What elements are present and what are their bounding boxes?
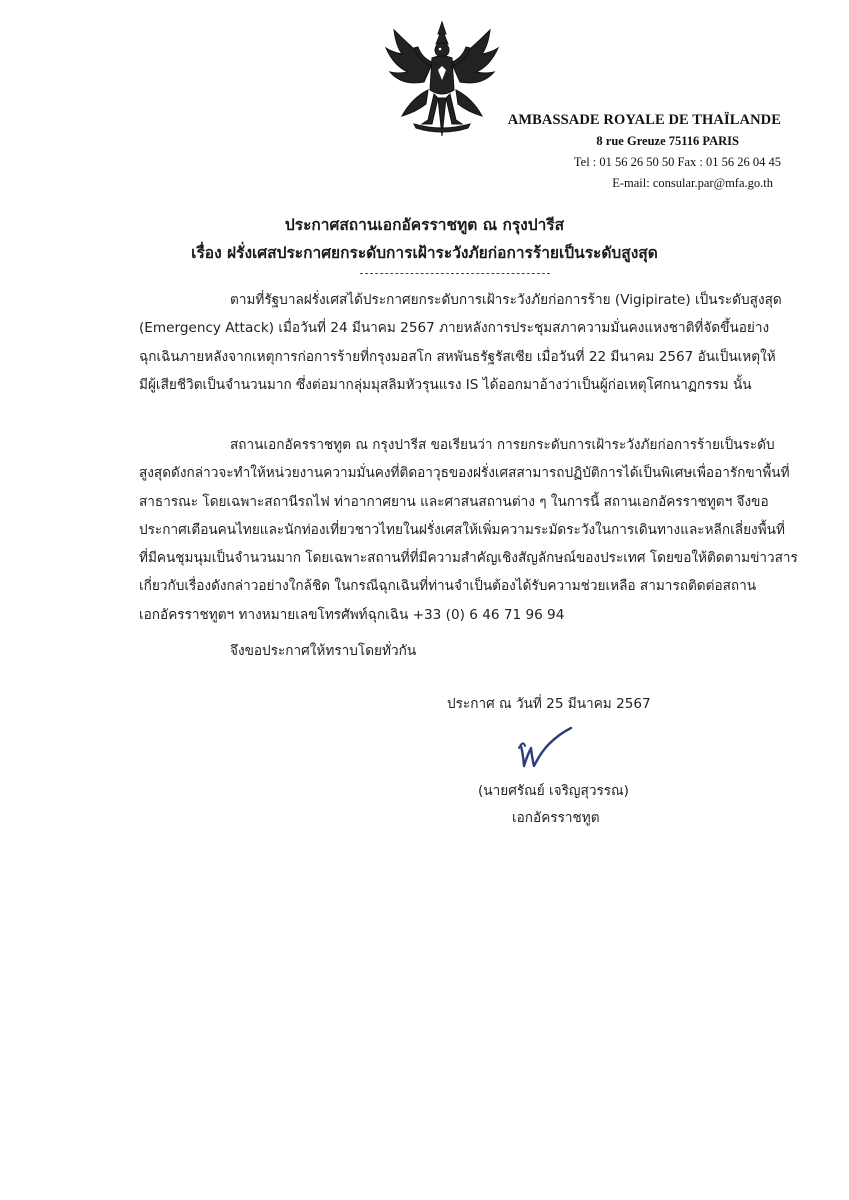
paragraph-line: สูงสุดดังกล่าวจะทำให้หน่วยงานความมั่นคงที่ติดอาวุธของฝรั่งเศสสามารถปฏิบัติการได้เป็นพิเศษเพื่ออารักขาพื้นที่ [139,465,790,482]
embassy-email: E-mail: consular.par@mfa.go.th [612,176,773,190]
announcement-title: ประกาศสถานเอกอัครราชทูต ณ กรุงปารีส [284,216,565,234]
paragraph-1 [139,286,782,399]
paragraph-line: เอกอัครราชทูตฯ ทางหมายเลขโทรศัพท์ฉุกเฉิน +33 (0) 6 46 71 96 94 [139,606,565,623]
signatory-title: เอกอัครราชทูต [512,810,600,826]
paragraph-line: ที่มีคนชุมนุมเป็นจำนวนมาก โดยเฉพาะสถานที่ที่มีความสำคัญเชิงสัญลักษณ์ของประเทศ โดยขอให้ติดตามข่าวสาร [139,550,798,567]
paragraph-line: สาธารณะ โดยเฉพาะสถานีรถไฟ ท่าอากาศยาน และศาสนสถานต่าง ๆ ในการนี้ สถานเอกอัครราชทูตฯ จึงขอ [139,493,769,510]
signatory-name: (นายศรัณย์ เจริญสุวรรณ) [478,783,629,799]
closing-line: จึงขอประกาศให้ทราบโดยทั่วกัน [230,643,417,659]
paragraph-line: มีผู้เสียชีวิตเป็นจำนวนมาก ซึ่งต่อมากลุ่มมุสลิมหัวรุนแรง IS ได้ออกมาอ้างว่าเป็นผู้ก่อเหตุโศกนาฏกรรม นั้น [139,376,752,393]
paragraph-3 [139,637,731,665]
embassy-tel-fax: Tel : 01 56 26 50 50 Fax : 01 56 26 04 45 [573,155,781,169]
paragraph-line: เกี่ยวกับเรื่องดังกล่าวอย่างใกล้ชิด ในกรณีฉุกเฉินที่ท่านจำเป็นต้องได้รับความช่วยเหลือ สามารถติดต่อสถาน [139,578,757,595]
paragraph-line: สถานเอกอัครราชทูต ณ กรุงปารีส ขอเรียนว่า การยกระดับการเฝ้าระวังภัยก่อการร้ายเป็นระดับ [230,437,775,453]
paragraph-line: (Emergency Attack) เมื่อวันที่ 24 มีนาคม 2567 ภายหลังการประชุมสภาความมั่นคงแหงชาติที่จัดขึ้นอย่าง [139,320,770,337]
paragraph-line: ฉุกเฉินภายหลังจากเหตุการก่อการร้ายที่กรุงมอสโก สหพันธรัฐรัสเซีย เมื่อวันที่ 22 มีนาคม 2567 อันเป็นเหตุให้ [139,348,776,365]
embassy-name: AMBASSADE ROYALE DE THAÏLANDE [507,112,781,128]
paragraph-2 [139,431,798,629]
heading-divider [360,273,550,274]
embassy-address: 8 rue Greuze 75116 PARIS [596,134,739,148]
paragraph-line: ประกาศเตือนคนไทยและนักท่องเที่ยวชาวไทยในฝรั่งเศสให้เพิ่มความระมัดระวังในการเดินทางและหลีกเลี่ยงพื้นที่ [139,521,785,538]
letterhead [461,112,781,191]
paragraph-line: ตามที่รัฐบาลฝรั่งเศสได้ประกาศยกระดับการเฝ้าระวังภัยก่อการร้าย (Vigipirate) เป็นระดับสูงสุด [230,292,782,308]
announcement-subject: เรื่อง ฝรั่งเศสประกาศยกระดับการเฝ้าระวังภัยก่อการร้ายเป็นระดับสูงสุด [191,244,658,262]
handwritten-signature-icon [515,726,575,772]
announcement-date: ประกาศ ณ วันที่ 25 มีนาคม 2567 [447,696,651,712]
